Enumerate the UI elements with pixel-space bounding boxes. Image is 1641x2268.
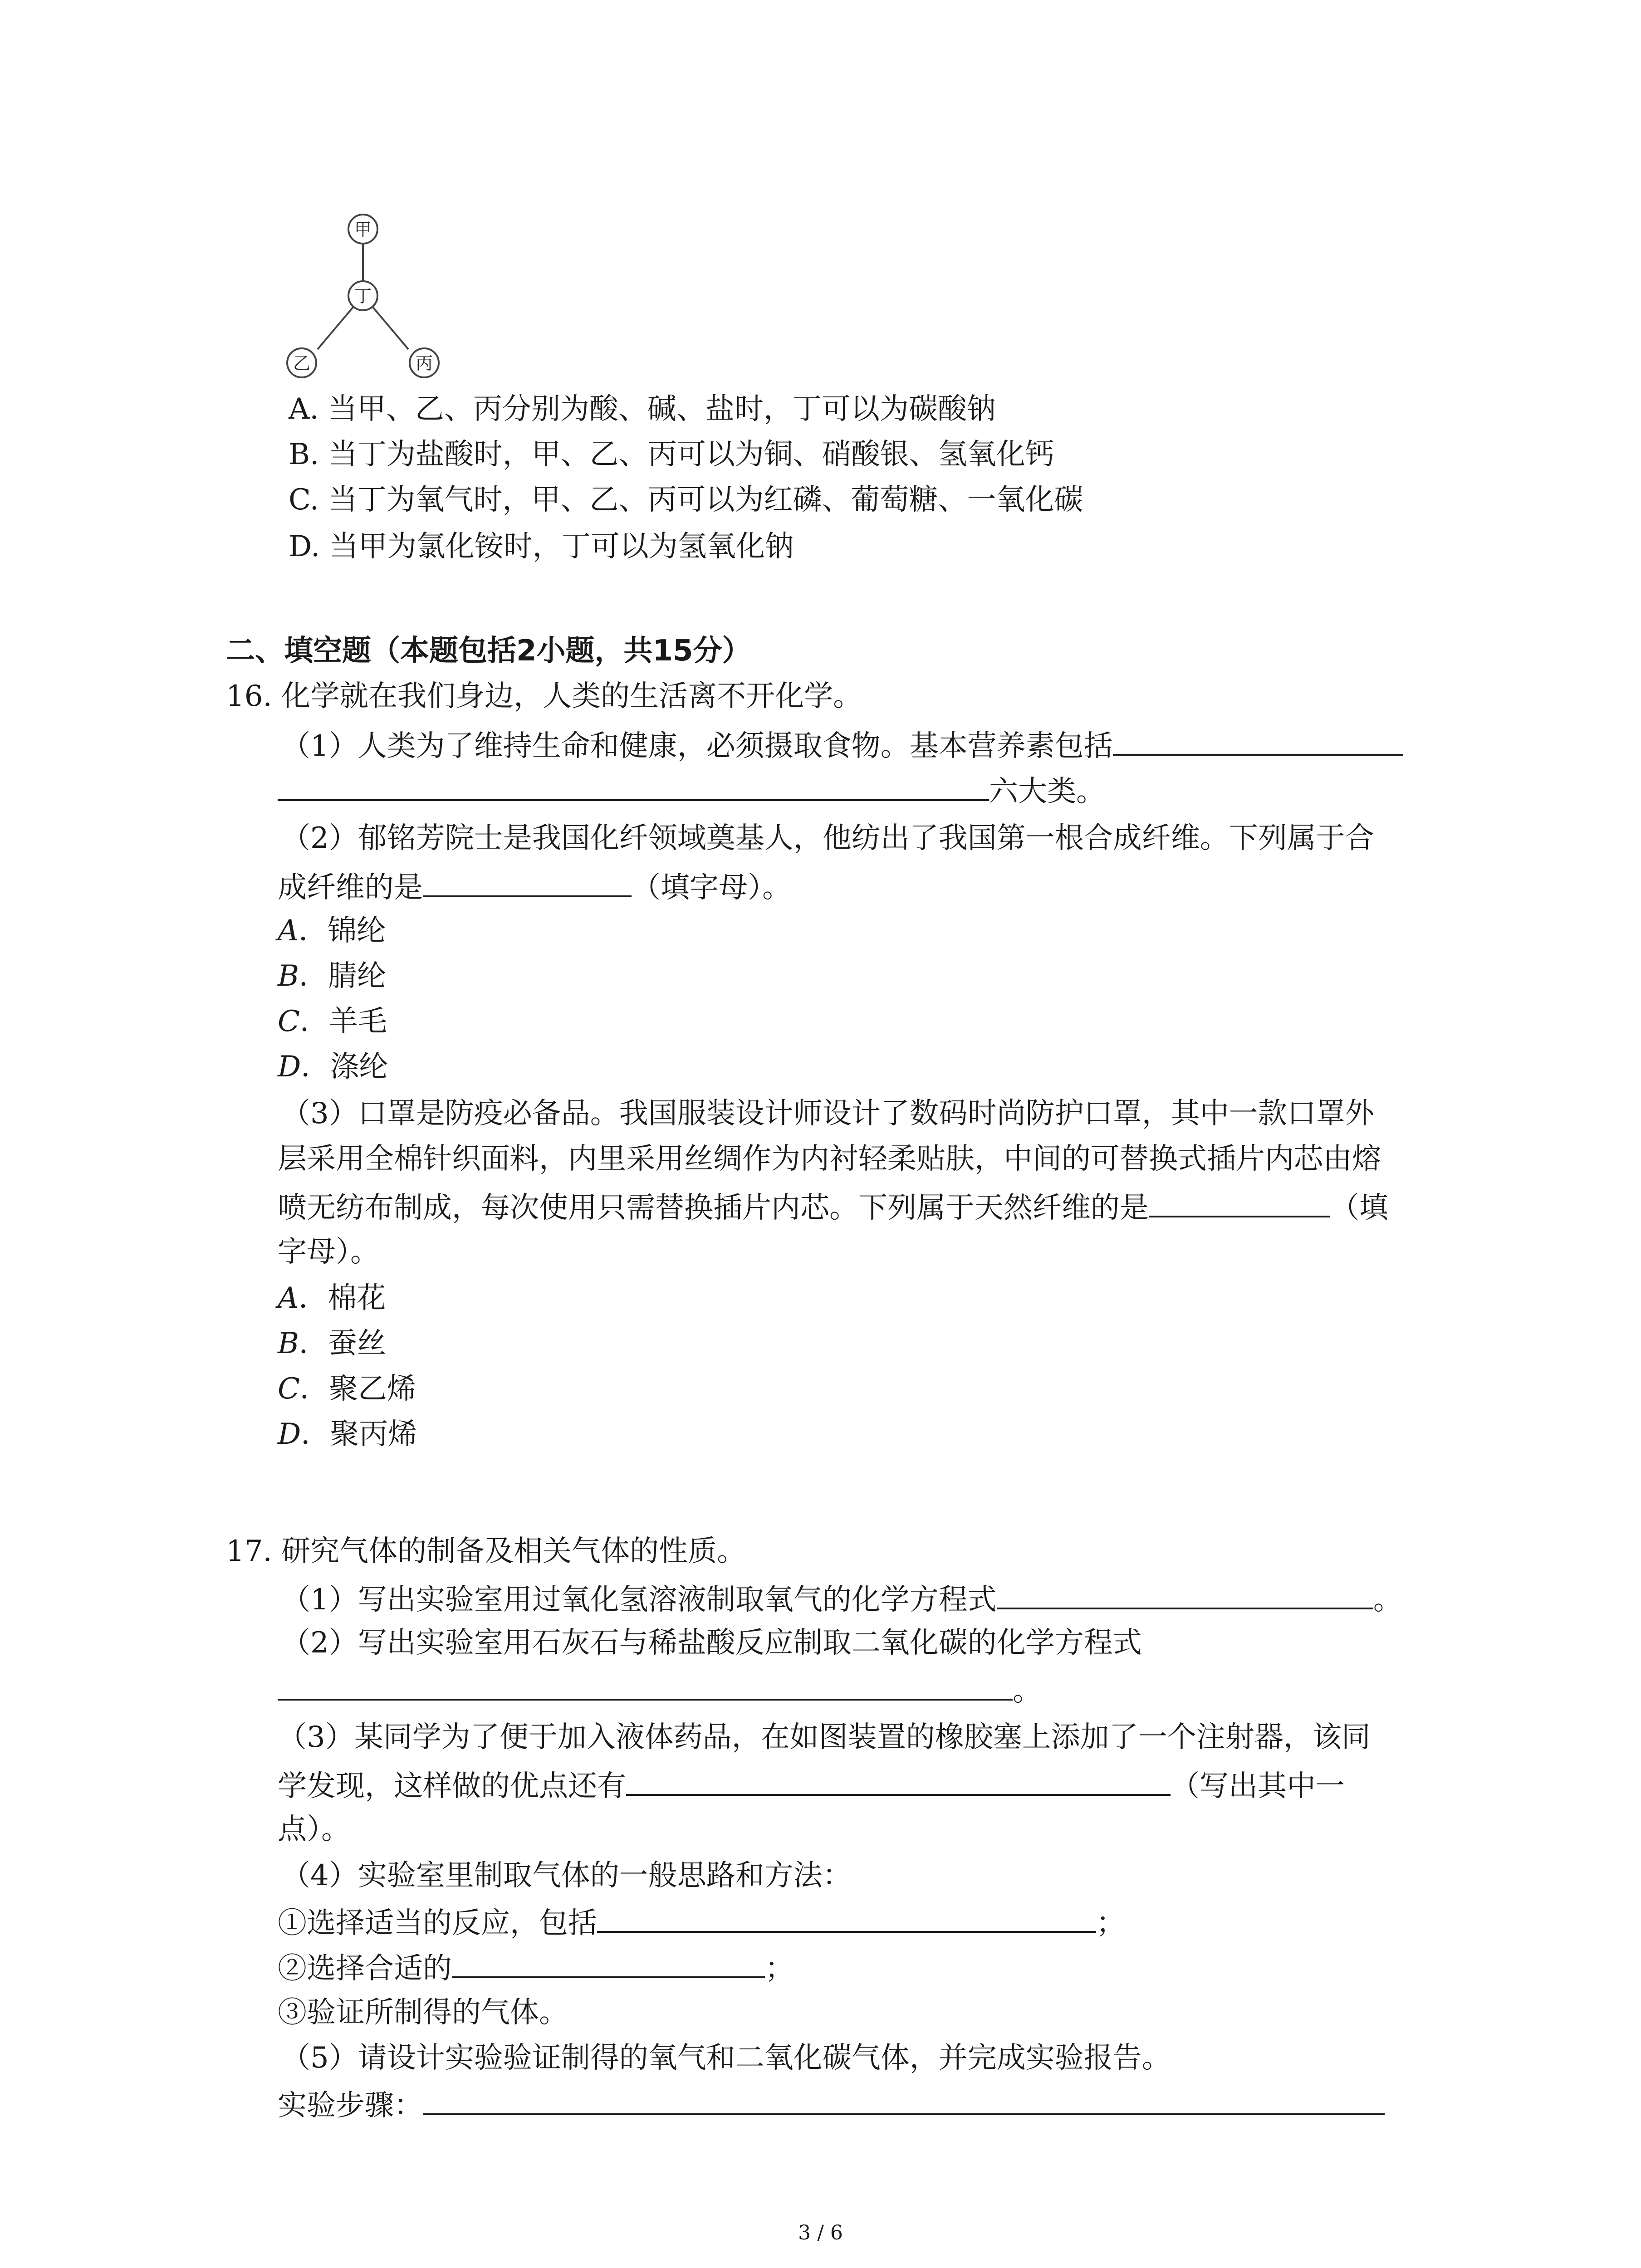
option-letter: D: [278, 1418, 301, 1451]
option-letter: A: [278, 914, 299, 948]
q16-part1-text: （1）人类为了维持生命和健康，必须摄取食物。基本营养素包括: [281, 729, 1113, 763]
q16-part2-line1: （2）郁铭芳院士是我国化纤领域奠基人，他纺出了我国第一根合成纤维。下列属于合: [281, 821, 1374, 855]
q16-part2-option: [278, 913, 386, 949]
option-text: ．聚丙烯: [301, 1418, 417, 1451]
q16-part1-end: 六大类。: [989, 775, 1105, 808]
q17-part4-item2: [278, 1948, 794, 1987]
q16-part3-line2: 层采用全棉针织面料，内里采用丝绸作为内衬轻柔贴肤，中间的可替换式插片内芯由熔: [278, 1142, 1381, 1176]
q16-part2-option: [278, 958, 386, 994]
q17-part4-item1: [278, 1903, 1125, 1941]
q17-stem: 17. 研究气体的制备及相关气体的性质。: [226, 1535, 746, 1568]
q16-part3-option: [278, 1416, 417, 1452]
diagram-label-center: 丁: [354, 286, 372, 306]
diagram-label-left: 乙: [293, 353, 311, 373]
q17-part5: （5）请设计实验验证制得的氧气和二氧化碳气体，并完成实验报告。: [281, 2041, 1171, 2075]
q16-part3-option: [278, 1325, 386, 1362]
q16-part1-blank-2[interactable]: [278, 771, 989, 801]
q16-part2-line2: [278, 867, 791, 906]
q17-part2: （2）写出实验室用石灰石与稀盐酸反应制取二氧化碳的化学方程式: [281, 1626, 1142, 1660]
q17-part4-item2-blank[interactable]: [452, 1948, 765, 1978]
option-letter: C: [278, 1005, 300, 1038]
q17-part3-text: 学发现，这样做的优点还有: [278, 1769, 626, 1803]
q16-part3-end: （填: [1330, 1191, 1388, 1225]
q17-part4: （4）实验室里制取气体的一般思路和方法：: [281, 1859, 852, 1892]
q16-part2-text: 成纤维的是: [278, 871, 423, 904]
q17-part3-blank[interactable]: [626, 1766, 1171, 1796]
diagram-label-right: 丙: [415, 353, 433, 373]
q16-part2-end: （填字母）。: [632, 871, 791, 904]
q17-part2-blank[interactable]: [278, 1671, 1013, 1701]
q15-option-a: A. 当甲、乙、丙分别为酸、碱、盐时，丁可以为碳酸钠: [289, 392, 996, 426]
q17-part4-item2-text: ②选择合适的: [278, 1952, 452, 1985]
q16-part3-blank[interactable]: [1149, 1188, 1330, 1217]
q17-steps-blank[interactable]: [423, 2085, 1385, 2115]
option-text: ．棉花: [299, 1281, 386, 1315]
option-letter: D: [278, 1050, 301, 1084]
q16-part2-option: [278, 1049, 388, 1085]
page-number: 3 / 6: [798, 2221, 843, 2244]
option-text: ．羊毛: [299, 1005, 387, 1038]
q17-part3-end: （写出其中一: [1171, 1769, 1345, 1803]
q16-part1-blank[interactable]: [1113, 726, 1403, 756]
q16-part3-text: 喷无纺布制成，每次使用只需替换插片内芯。下列属于天然纤维的是: [278, 1191, 1149, 1225]
section-title: 二、填空题（本题包括2小题，共15分）: [226, 634, 751, 668]
diagram-line-right: [372, 306, 408, 349]
q15-option-d: D. 当甲为氯化铵时，丁可以为氢氧化钠: [289, 530, 794, 563]
option-letter: A: [278, 1281, 299, 1315]
q17-steps: [278, 2085, 1385, 2124]
q17-part4-item1-text: ①选择适当的反应，包括: [278, 1906, 597, 1940]
q16-part2-option: [278, 1003, 387, 1040]
q17-part1-blank[interactable]: [997, 1579, 1373, 1609]
diagram-label-top: 甲: [354, 220, 372, 240]
q16-part1: [281, 726, 1403, 764]
q15-option-b: B. 当丁为盐酸时，甲、乙、丙可以为铜、硝酸银、氢氧化钙: [289, 438, 1054, 471]
option-letter: B: [278, 959, 299, 993]
option-letter: C: [278, 1372, 300, 1406]
q16-part3-option: [278, 1371, 416, 1407]
q16-part3-line4: 字母）。: [278, 1235, 379, 1269]
q17-part3-line1: （3）某同学为了便于加入液体药品，在如图装置的橡胶塞上添加了一个注射器，该同: [278, 1721, 1371, 1754]
q17-part1: [281, 1579, 1402, 1618]
q17-part4-item2-end: ；: [765, 1952, 794, 1985]
q17-part4-item1-blank[interactable]: [597, 1903, 1096, 1933]
q16-part3-option: [278, 1280, 386, 1316]
diagram-line-left: [318, 306, 354, 349]
q16-part2-blank[interactable]: [423, 867, 632, 897]
q16-part1-cont: [278, 771, 1105, 810]
q17-part1-end: 。: [1373, 1583, 1402, 1617]
reaction-diagram: [277, 213, 449, 390]
q17-part4-item1-end: ；: [1096, 1906, 1125, 1940]
q17-part3-line2: [278, 1766, 1345, 1804]
q17-part1-text: （1）写出实验室用过氧化氢溶液制取氧气的化学方程式: [281, 1583, 997, 1617]
q17-part4-item3: ③验证所制得的气体。: [278, 1996, 568, 2029]
q16-stem: 16. 化学就在我们身边，人类的生活离不开化学。: [226, 679, 862, 713]
q17-steps-label: 实验步骤：: [278, 2089, 423, 2122]
q15-option-c: C. 当丁为氧气时，甲、乙、丙可以为红磷、葡萄糖、一氧化碳: [289, 483, 1083, 517]
q17-part2-cont: [278, 1671, 1042, 1709]
option-text: ．锦纶: [299, 914, 386, 948]
option-text: ．涤纶: [301, 1050, 388, 1084]
q16-part3-line3: [278, 1188, 1388, 1226]
option-letter: B: [278, 1327, 299, 1360]
q17-part3-line3: 点）。: [278, 1813, 350, 1846]
option-text: ．聚乙烯: [299, 1372, 416, 1406]
q17-part2-end: 。: [1013, 1674, 1042, 1708]
option-text: ．蚕丝: [299, 1327, 387, 1360]
q16-part3-line1: （3）口罩是防疫必备品。我国服装设计师设计了数码时尚防护口罩，其中一款口罩外: [281, 1097, 1374, 1130]
option-text: ．腈纶: [299, 959, 387, 993]
